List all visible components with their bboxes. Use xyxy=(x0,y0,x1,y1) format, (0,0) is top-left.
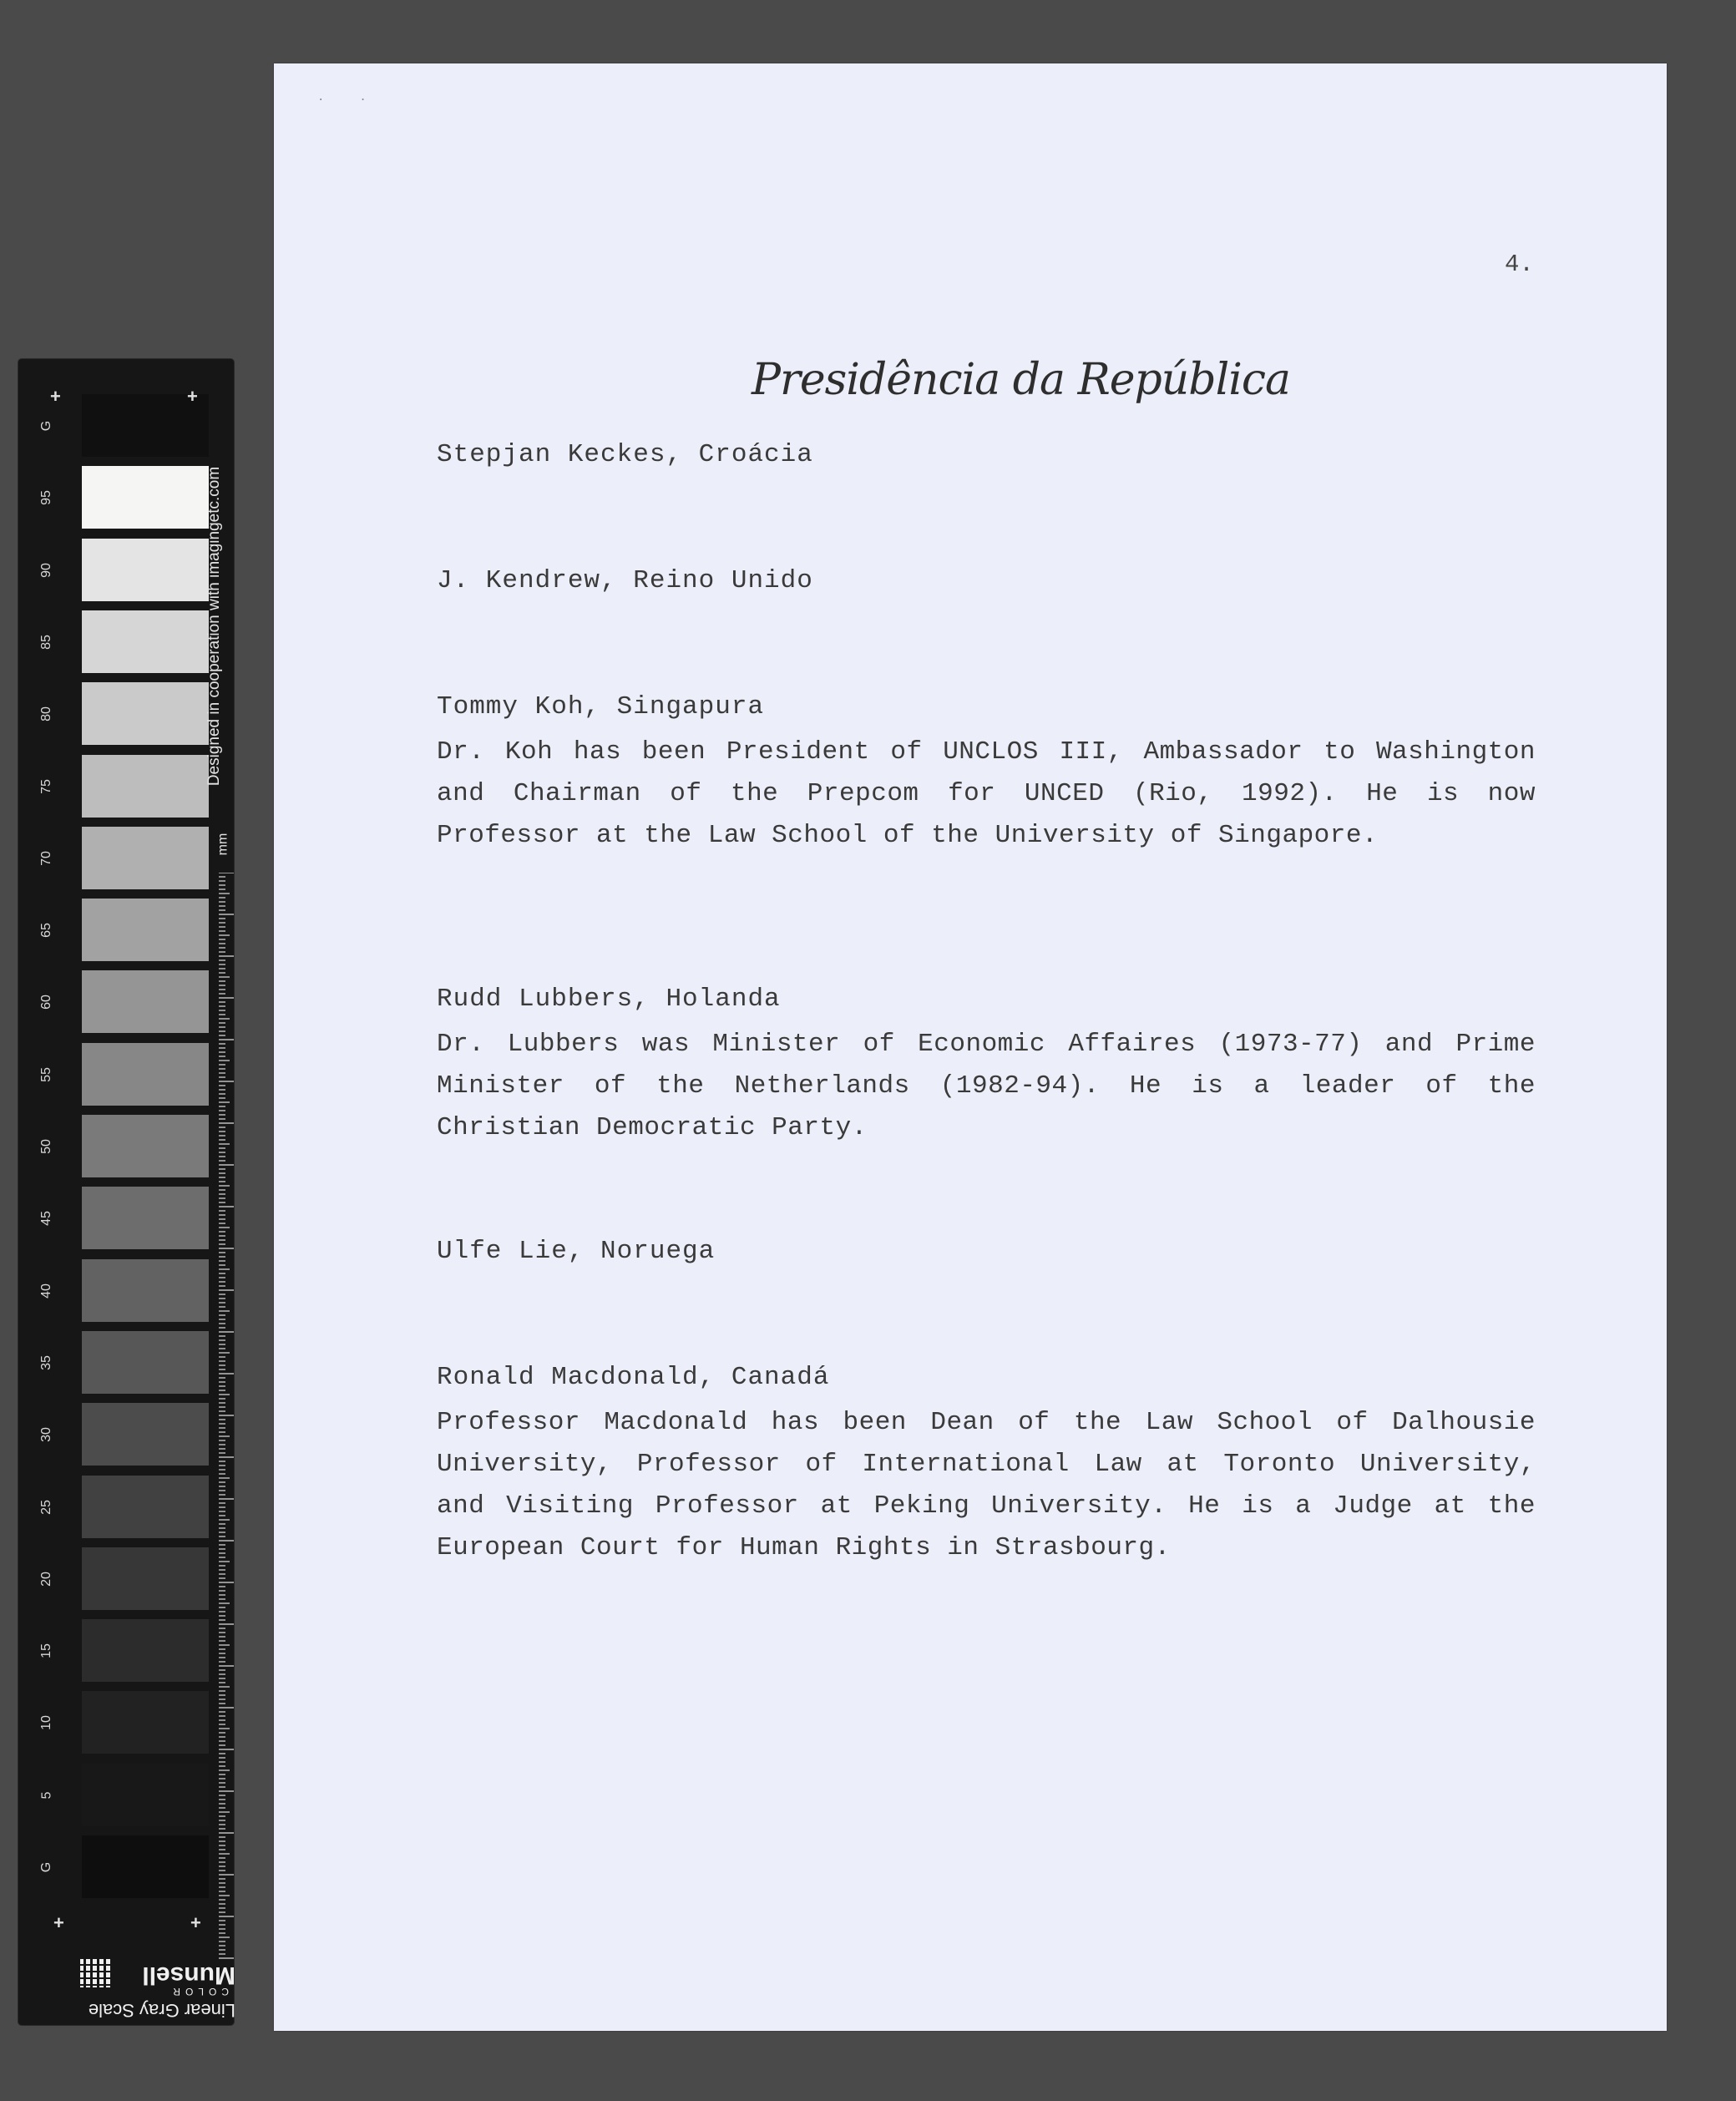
gray-patch xyxy=(82,970,209,1033)
gray-patch xyxy=(82,1764,209,1826)
patch-label: 35 xyxy=(38,1354,53,1370)
brand-logo-text: Munsell xyxy=(142,1962,235,1989)
gray-patch xyxy=(82,1476,209,1538)
gray-patch xyxy=(82,1115,209,1177)
patch-label: G xyxy=(38,420,53,431)
munsell-logo-icon xyxy=(80,1957,110,1987)
patch-label: 85 xyxy=(38,634,53,650)
entry-name: Stepjan Keckes, Croácia xyxy=(437,440,813,469)
patch-label: 80 xyxy=(38,706,53,721)
credit-text: Designed in cooperation with imagingetc.com xyxy=(205,466,224,787)
letterhead: Presidência da República xyxy=(752,355,1290,405)
gray-patch xyxy=(82,610,209,673)
patch-label: 30 xyxy=(38,1426,53,1442)
entry-body: Dr. Koh has been President of UNCLOS III, Ambassador to Washington and Chairman of the Prepcom for UNCED (Rio, 1992). He is now Professor at the Law School of the University of Singapore. xyxy=(437,737,1536,850)
entry-name: Ronald Macdonald, Canadá xyxy=(437,1363,830,1392)
patch-label: 45 xyxy=(38,1210,53,1226)
gray-patch xyxy=(82,1547,209,1610)
mm-ruler xyxy=(219,873,235,1962)
patch-label: 40 xyxy=(38,1283,53,1299)
gray-patch xyxy=(82,539,209,601)
gray-patch xyxy=(82,827,209,889)
gray-patch xyxy=(82,755,209,818)
gray-patch xyxy=(82,899,209,961)
entry-name: Tommy Koh, Singapura xyxy=(437,692,765,721)
patch-label: 50 xyxy=(38,1138,53,1154)
gray-patch xyxy=(82,1403,209,1466)
gray-patch xyxy=(82,682,209,745)
patch-label: 55 xyxy=(38,1066,53,1082)
patch-label: G xyxy=(38,1861,53,1872)
patch-label: 5 xyxy=(39,1791,53,1799)
unit-label: mm xyxy=(215,833,230,856)
patch-label: 70 xyxy=(38,850,53,866)
patch-label: 10 xyxy=(38,1714,53,1730)
page-number: 4. xyxy=(1505,251,1534,278)
entry-name: Rudd Lubbers, Holanda xyxy=(437,985,781,1014)
entry-name: Ulfe Lie, Noruega xyxy=(437,1237,716,1266)
registration-mark: + xyxy=(50,386,61,407)
patch-label: 60 xyxy=(38,994,53,1010)
entry-body: Dr. Lubbers was Minister of Economic Affaires (1973-77) and Prime Minister of the Netherlands (1982-94). He is a leader of the Christian Democratic Party. xyxy=(437,1030,1536,1142)
registration-mark: + xyxy=(187,386,198,407)
patch-label: 15 xyxy=(38,1643,53,1658)
gray-patch xyxy=(82,1043,209,1106)
gray-patch xyxy=(82,1619,209,1682)
paper-specks: · · xyxy=(317,94,367,107)
patch-label: 75 xyxy=(38,778,53,794)
patch-label: 90 xyxy=(38,562,53,578)
gray-patch xyxy=(82,1259,209,1322)
patch-label: 65 xyxy=(38,922,53,938)
gray-scale-card xyxy=(18,359,234,2025)
brand-subtitle: COLOR xyxy=(168,1986,229,1997)
gray-patch xyxy=(82,1331,209,1394)
patch-label: 20 xyxy=(38,1571,53,1587)
gray-patch xyxy=(82,1187,209,1249)
scale-title: Linear Gray Scale xyxy=(88,2000,235,2021)
brand-block xyxy=(68,1954,235,2021)
gray-patch xyxy=(82,466,209,529)
gray-patch xyxy=(82,1691,209,1754)
entry-name: J. Kendrew, Reino Unido xyxy=(437,566,813,595)
patch-label: 95 xyxy=(38,489,53,505)
patch-label: 25 xyxy=(38,1499,53,1515)
registration-mark: + xyxy=(190,1912,201,1933)
entry-body: Professor Macdonald has been Dean of the Law School of Dalhousie University, Professor of International Law at Toronto University, and Visiting Professor at Peking University. He is a Judge at the European Court for Human Rights in Strasbourg. xyxy=(437,1408,1536,1562)
gray-patch xyxy=(82,1835,209,1898)
registration-mark: + xyxy=(53,1912,64,1933)
